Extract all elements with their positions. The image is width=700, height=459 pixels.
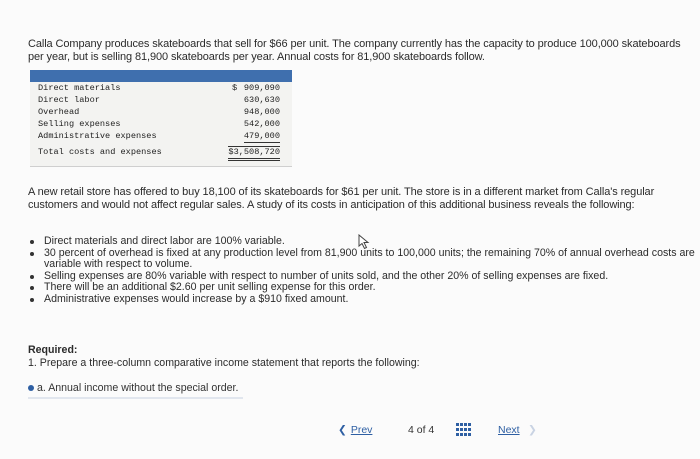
list-item-text: Direct materials and direct labor are 100% variable. [44,235,285,247]
cost-label: Direct labor [38,95,100,105]
grid-icon[interactable] [456,423,470,437]
intro-paragraph: Calla Company produces skateboards that sell for $66 per unit. The company currently has the capacity to produce 100,000 skateboards per year, but is selling 81,900 skateboards per year. Annual costs for 81,900 skateboards follow. [28,38,681,63]
cost-label: Overhead [38,107,80,117]
page-indicator: 4 of 4 [408,424,435,436]
bullet-icon [30,275,34,279]
cost-label: Selling expenses [38,119,121,129]
cost-row-direct-labor [38,94,286,106]
dollar-sign: $ [232,83,238,93]
cost-row-total [38,146,286,158]
cost-amount: 909,090 [243,83,280,93]
list-item-text: Administrative expenses would increase by a $910 fixed amount. [44,292,349,305]
list-item [30,248,698,271]
total-amount: $3,508,720 [228,146,280,161]
required-section [28,344,420,370]
chevron-left-icon: ❮ [338,424,347,436]
total-label: Total costs and expenses [38,147,162,157]
offer-paragraph: A new retail store has offered to buy 18,100 of its skateboards for $61 per unit. The store is in a different market from Calla's regular customers and would not affect regular sales. A study of its costs in anticipation of this additional business reveals the following: [28,186,655,211]
list-item [30,294,698,306]
cost-study-list [30,236,698,305]
cost-table [30,70,292,166]
part-a-label: a. Annual income without the special order. [37,382,239,394]
bullet-icon [30,240,34,244]
bullet-icon [30,286,34,290]
list-item-text: 30 percent of overhead is fixed at any production level from 81,900 units to 100,000 units; the remaining 70% of annual overhead costs are variable with respect to volume. [44,246,695,270]
next-button[interactable]: Next [498,424,520,436]
cost-label: Administrative expenses [38,131,157,141]
cost-table-header-bar [30,70,292,82]
cost-row-administrative-expenses [38,130,286,142]
prev-label: Prev [350,424,373,436]
cost-table-body [30,82,292,167]
required-heading: Required: [28,344,78,356]
chevron-right-icon: ❯ [528,424,537,436]
part-a-bullet-icon [28,385,34,391]
cost-row-overhead [38,106,286,118]
cost-amount: 948,000 [243,107,280,117]
cost-amount: 542,000 [243,119,280,129]
list-item-text: There will be an additional $2.60 per unit selling expense for this order. [44,281,376,293]
cost-row-direct-materials [38,82,286,94]
cost-amount: 479,000 [243,131,280,141]
part-divider [28,397,243,399]
part-a-link[interactable] [28,382,238,394]
list-item-text: Selling expenses are 80% variable with respect to number of units sold, and the other 20% of selling expenses are fixed. [44,269,609,282]
cost-row-selling-expenses [38,118,286,130]
bullet-icon [30,298,34,302]
prev-button[interactable] [338,424,372,436]
bullet-icon [30,252,34,256]
required-item: 1. Prepare a three-column comparative income statement that reports the following: [28,357,420,369]
cost-label: Direct materials [38,83,121,93]
cost-amount: 630,630 [243,95,280,105]
